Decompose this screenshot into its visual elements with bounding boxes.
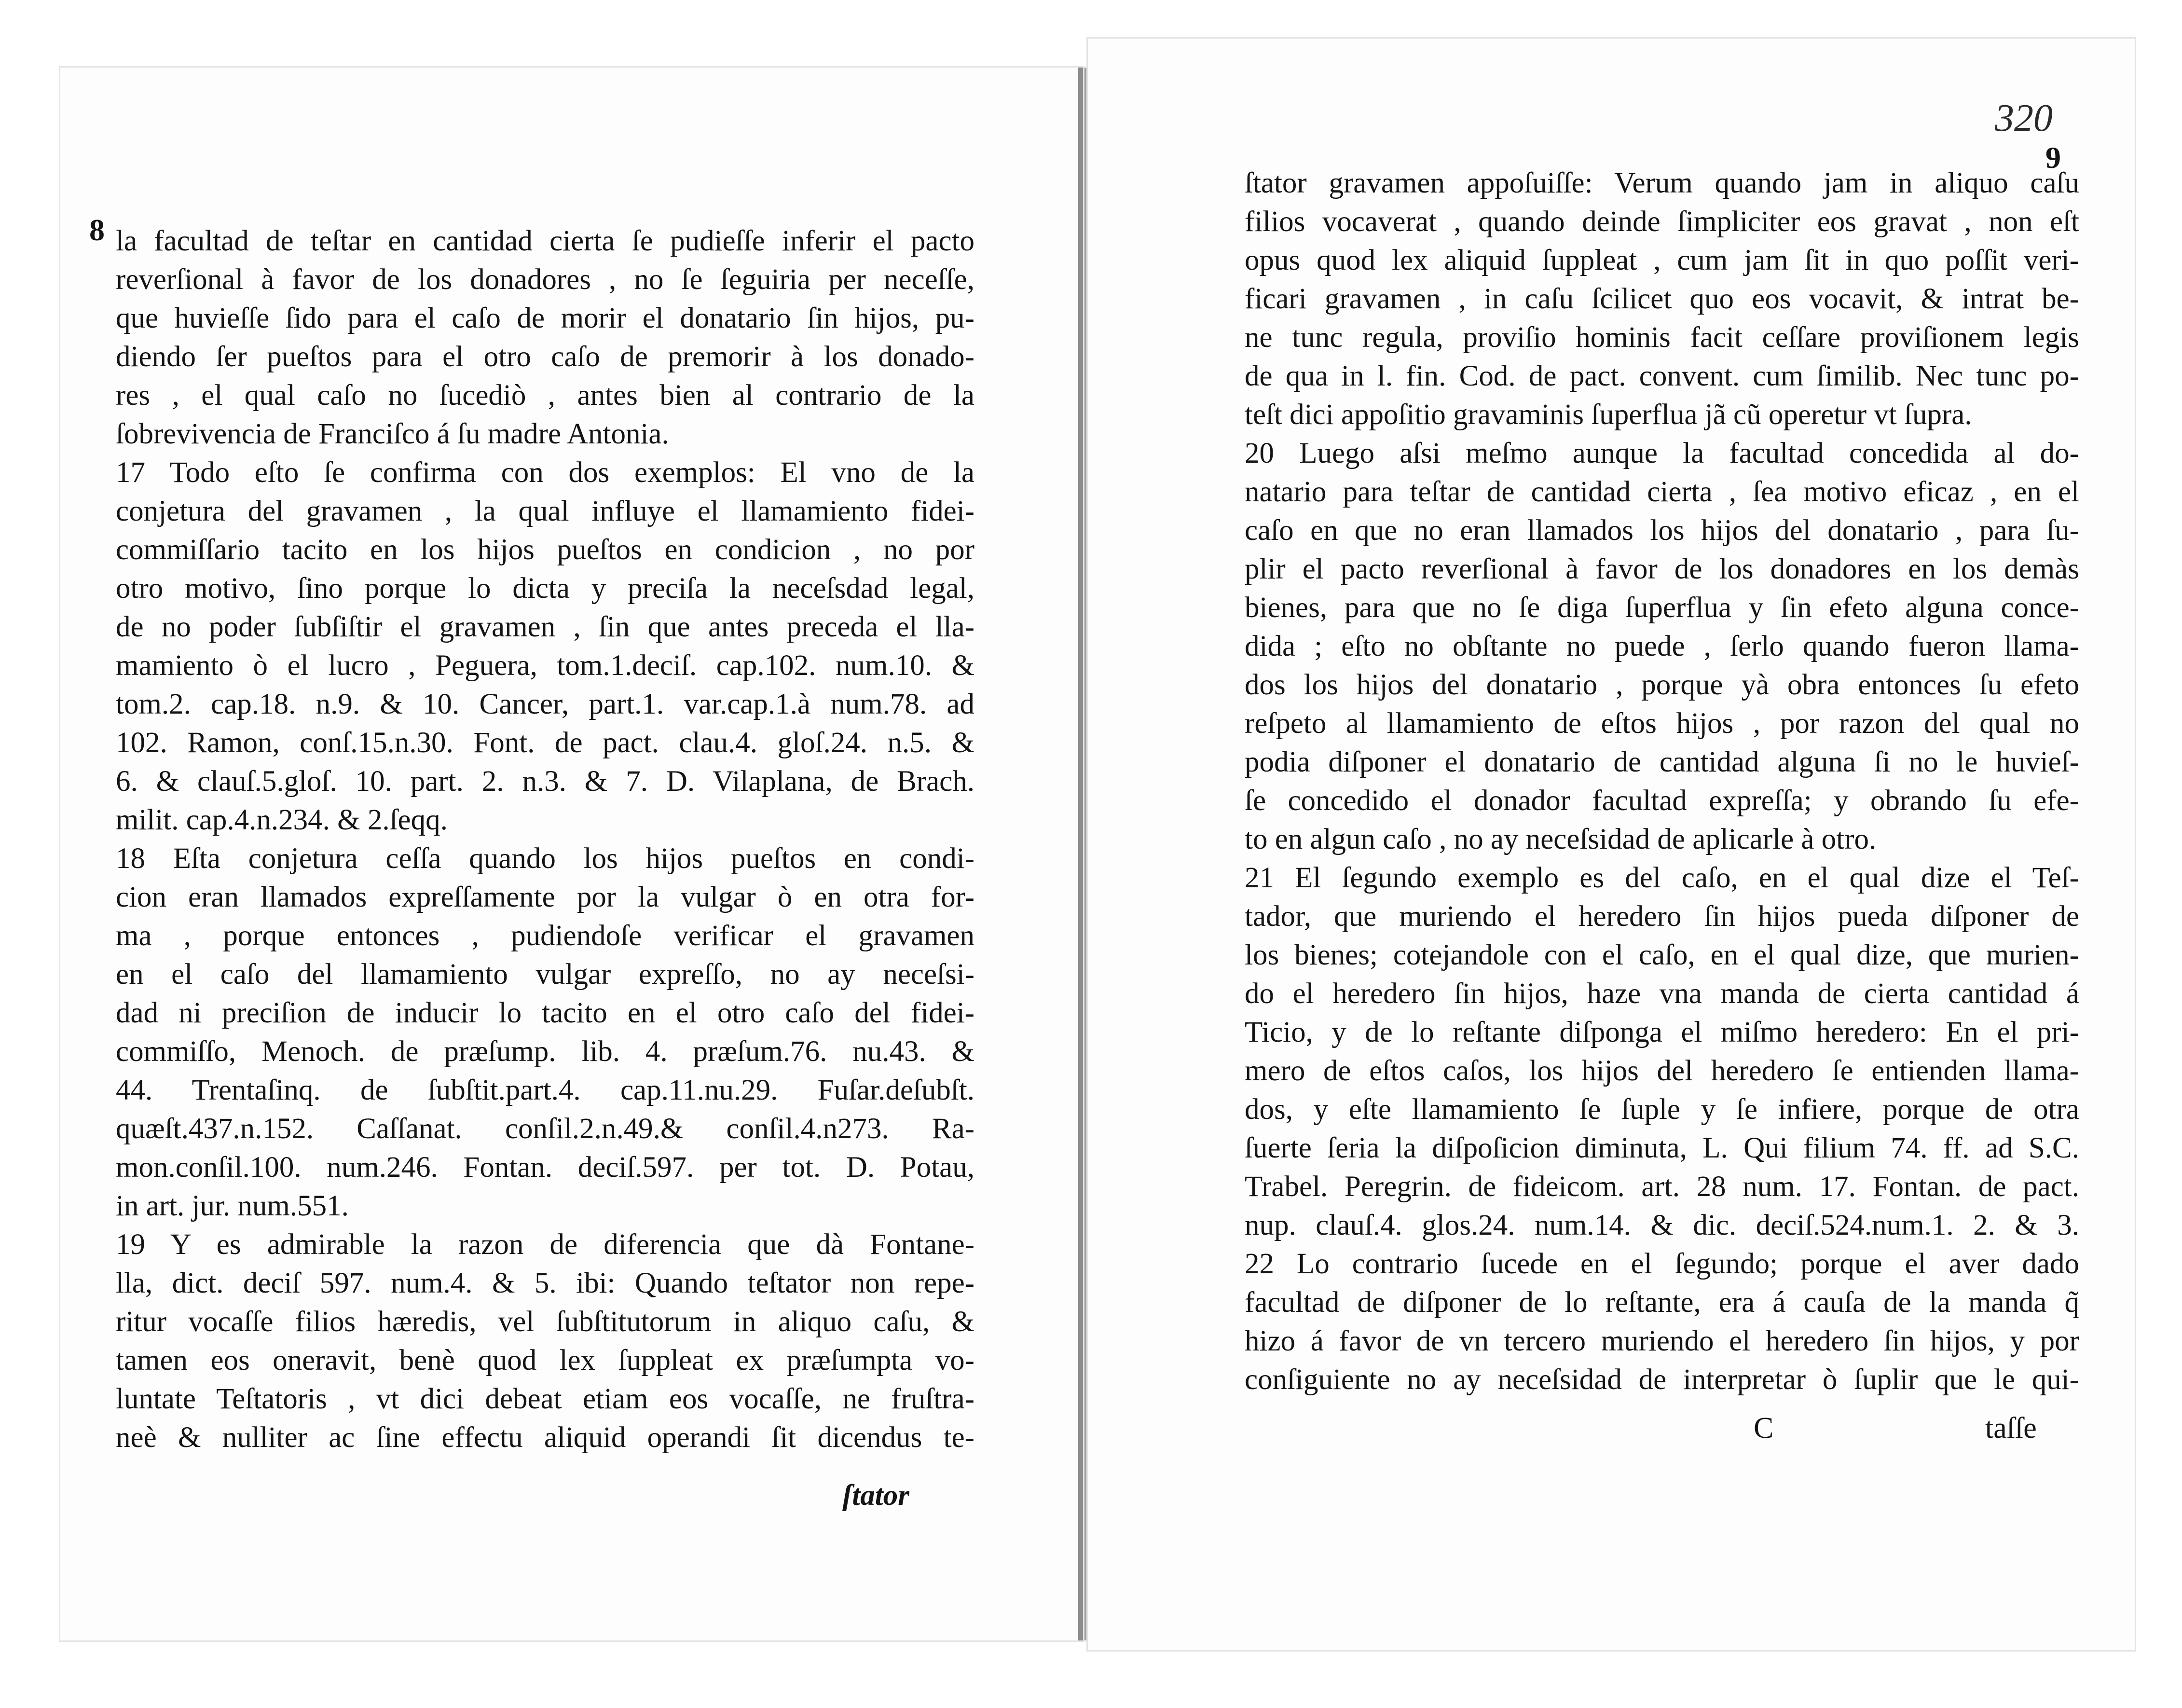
text-line: otro motivo, ſino porque lo dicta y preciſa la neceſsdad legal, [116,572,974,605]
text-line: caſo en que no eran llamados los hijos del donatario , para ſu- [1245,514,2079,547]
text-line: cion eran llamados expreſſamente por la vulgar ò en otra for- [116,881,974,913]
text-line: ſtator gravamen appoſuiſſe: Verum quando jam in aliquo caſu [1245,167,2079,199]
signature-mark: C [1754,1412,1774,1445]
text-line: dos los hijos del donatario , porque yà obra entonces ſu efeto [1245,669,2079,701]
left-catchword: ſtator [842,1479,909,1512]
text-line: la facultad de teſtar en cantidad cierta ſe pudieſſe inferir el pacto [116,225,974,257]
text-line: plir el pacto reverſional à favor de los donadores en los demàs [1245,553,2079,585]
text-line: diendo ſer pueſtos para el otro caſo de premorir à los donado- [116,341,974,373]
text-line: facultad de diſponer de lo reſtante, era á cauſa de la manda q̃ [1245,1286,2079,1319]
text-line: tom.2. cap.18. n.9. & 10. Cancer, part.1. var.cap.1.à num.78. ad [116,688,974,720]
text-line: neè & nulliter ac ſine effectu aliquid operandi ſit dicendus te- [116,1421,974,1454]
text-line: en el caſo del llamamiento vulgar expreſſo, no ay neceſsi- [116,958,974,991]
text-line: ſuerte ſeria la diſpoſicion diminuta, L. Qui filium 74. ff. ad S.C. [1245,1132,2079,1164]
text-line: de qua in l. fin. Cod. de pact. convent. cum ſimilib. Nec tunc po- [1245,360,2079,392]
left-page [60,68,1083,1640]
text-line: ne tunc regula, proviſio hominis facit ceſſare proviſionem legis [1245,321,2079,354]
text-line: commiſſo, Menoch. de præſump. lib. 4. præſum.76. nu.43. & [116,1035,974,1068]
text-line: ſobrevivencia de Franciſco á ſu madre Antonia. [116,418,669,450]
right-page [1088,39,2135,1650]
text-line: dad ni preciſion de inducir lo tacito en el otro caſo del fidei- [116,997,974,1029]
text-line: 44. Trentaſinq. de ſubſtit.part.4. cap.11.nu.29. Fuſar.deſubſt. [116,1074,974,1106]
text-line: 102. Ramon, conſ.15.n.30. Font. de pact. clau.4. gloſ.24. n.5. & [116,727,974,759]
text-line: reverſional à favor de los donadores , no ſe ſeguiria per neceſſe, [116,263,974,296]
text-line: hizo á favor de vn tercero muriendo el heredero ſin hijos, y por [1245,1325,2079,1357]
text-line: Ticio, y de lo reſtante diſponga el miſmo heredero: En el pri- [1245,1016,2079,1048]
text-line: 20 Luego aſsi meſmo aunque la facultad concedida al do- [1245,437,2079,469]
text-line: opus quod lex aliquid ſuppleat , cum jam ſit in quo poſſit veri- [1245,244,2079,276]
text-line: de no poder ſubſiſtir el gravamen , ſin que antes preceda el lla- [116,611,974,643]
text-line: 22 Lo contrario ſucede en el ſegundo; porque el aver dado [1245,1248,2079,1280]
text-line: tamen eos oneravit, benè quod lex ſuppleat ex præſumpta vo- [116,1344,974,1377]
text-line: dos, y eſte llamamiento ſe ſuple y ſe infiere, porque de otra [1245,1093,2079,1126]
text-line: mon.conſil.100. num.246. Fontan. deciſ.597. per tot. D. Potau, [116,1151,974,1184]
text-line: milit. cap.4.n.234. & 2.ſeqq. [116,804,448,836]
folio-number: 320 [1995,97,2053,139]
text-line: dida ; eſto no obſtante no puede , ſerlo quando fueron llama- [1245,630,2079,662]
text-line: in art. jur. num.551. [116,1190,349,1222]
text-line: tador, que muriendo el heredero ſin hijos pueda diſponer de [1245,900,2079,933]
text-line: que huvieſſe ſido para el caſo de morir el donatario ſin hijos, pu- [116,302,974,334]
right-page-number: 9 [2045,140,2061,175]
text-line: ma , porque entonces , pudiendoſe verificar el gravamen [116,920,974,952]
text-line: 6. & clauſ.5.gloſ. 10. part. 2. n.3. & 7. D. Vilaplana, de Brach. [116,765,974,798]
text-line: reſpeto al llamamiento de eſtos hijos , por razon del qual no [1245,707,2079,740]
text-line: ficari gravamen , in caſu ſcilicet quo eos vocavit, & intrat be- [1245,283,2079,315]
text-line: luntate Teſtatoris , vt dici debeat etiam eos vocaſſe, ne fruſtra- [116,1383,974,1415]
text-line: teſt dici appoſitio gravaminis ſuperflua jã cũ operetur vt ſupra. [1245,399,1972,431]
text-line: res , el qual caſo no ſucediò , antes bien al contrario de la [116,379,974,412]
text-line: quæſt.437.n.152. Caſſanat. conſil.2.n.49.& conſil.4.n273. Ra- [116,1113,974,1145]
text-line: commiſſario tacito en los hijos pueſtos en condicion , no por [116,534,974,566]
text-line: los bienes; cotejandole con el caſo, en el qual dize, que murien- [1245,939,2079,971]
text-line: filios vocaverat , quando deinde ſimpliciter eos gravat , non eſt [1245,206,2079,238]
text-line: ritur vocaſſe filios hæredis, vel ſubſtitutorum in aliquo caſu, & [116,1306,974,1338]
text-line: 21 El ſegundo exemplo es del caſo, en el qual dize el Teſ- [1245,862,2079,894]
text-line: Trabel. Peregrin. de fideicom. art. 28 num. 17. Fontan. de pact. [1245,1171,2079,1203]
text-line: ſe concedido el donador facultad expreſſa; y obrando ſu efe- [1245,785,2079,817]
text-line: to en algun caſo , no ay neceſsidad de aplicarle à otro. [1245,823,1877,855]
left-page-number: 8 [89,213,105,247]
text-line: podia diſponer el donatario de cantidad alguna ſi no le huvieſ- [1245,746,2079,778]
text-line: do el heredero ſin hijos, haze vna manda de cierta cantidad á [1245,978,2079,1010]
text-line: conjetura del gravamen , la qual influye el llamamiento fidei- [116,495,974,527]
text-line: bienes, para que no ſe diga ſuperflua y ſin efeto alguna conce- [1245,592,2079,624]
right-text-block [1245,164,2079,1399]
text-line: nup. clauſ.4. glos.24. num.14. & dic. deciſ.524.num.1. 2. & 3. [1245,1209,2079,1241]
text-line: natario para teſtar de cantidad cierta , ſea motivo eficaz , en el [1245,476,2079,508]
text-line: 18 Eſta conjetura ceſſa quando los hijos pueſtos en condi- [116,842,974,875]
text-line: 19 Y es admirable la razon de diferencia que dà Fontane- [116,1228,974,1261]
text-line: 17 Todo eſto ſe confirma con dos exemplos: El vno de la [116,456,974,489]
left-text-block [116,222,974,1457]
right-catchword: taſſe [1985,1412,2037,1445]
text-line: lla, dict. deciſ 597. num.4. & 5. ibi: Quando teſtator non repe- [116,1267,974,1299]
text-line: mero de eſtos caſos, los hijos del heredero ſe entienden llama- [1245,1055,2079,1087]
text-line: conſiguiente no ay neceſsidad de interpretar ò ſuplir que le qui- [1245,1364,2079,1396]
text-line: mamiento ò el lucro , Peguera, tom.1.deciſ. cap.102. num.10. & [116,649,974,682]
